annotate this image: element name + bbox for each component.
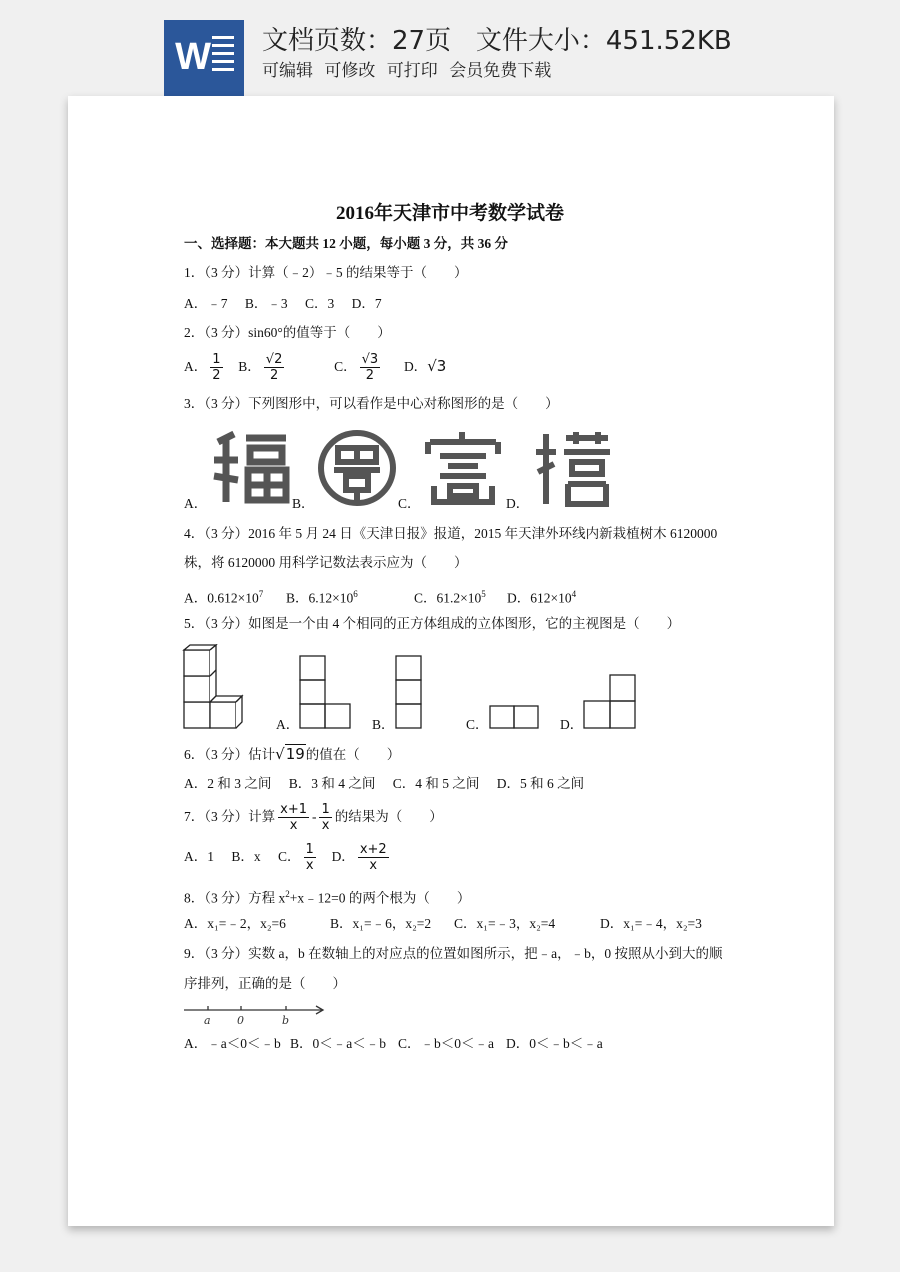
q1-option-d: D．7 [351,296,382,311]
question-2-options [184,352,446,383]
q9-option-a: A．﹣a＜0＜﹣b [184,1036,281,1051]
question-7-options [184,840,392,874]
question-7-stem: 7．（3 分）计算 $\frac{x+1}{x}$ - $\frac{1}{x}$ 的结果为（ ） [184,802,443,834]
q8-option-d: D．x₁=﹣4，x₂=3 [600,916,702,931]
word-document-icon [164,20,244,96]
seal-figure-a [210,430,290,506]
q1-option-a: A．﹣7 [184,296,228,311]
axis-label-0: 0 [237,1014,244,1026]
q2-option-d: D． [403,359,428,374]
cube-stack-figure [182,644,244,732]
number-line [182,1002,328,1026]
q4-option-d: D．$612\times 10^4$ [507,589,577,606]
question-4-stem-line1: 4．（3 分）2016 年 5 月 24 日《天津日报》报道，2015 年天津外环线内新栽植树木 6120000 [184,526,718,541]
q6-option-a: A．2 和 3 之间 [184,776,272,791]
word-letter: W [175,36,211,78]
q3-option-c: C． [398,496,421,511]
q2-d-value: √3 [427,357,447,375]
q9-option-c: C．﹣b＜0＜﹣a [398,1036,494,1051]
q5-option-c: C． [466,717,489,732]
question-9-stem-line1: 9．（3 分）实数 a，b 在数轴上的对应点的位置如图所示，把﹣a，﹣b，0 按照从小到大的顺 [184,946,723,961]
q4-option-c: C．$61.2\times 10^5$ [414,589,486,606]
header-banner [0,0,900,96]
q8-option-b: B．x₁=﹣6，x₂=2 [330,916,432,931]
q5-option-a: A． [276,717,300,732]
q6-option-c: C．4 和 5 之间 [392,776,480,791]
q2-b-fraction: $\frac{√2}{2}$ [265,352,283,384]
q4-option-a: A．$0.612\times 10^7$ [184,589,264,606]
seal-figure-b [316,428,398,508]
q9-option-b: B．0＜﹣a＜﹣b [290,1036,386,1051]
question-2-stem: 2．（3 分）sin60°的值等于（ ） [184,325,391,340]
sqrt-19: √19 [275,745,305,763]
q7-c-fraction: $\frac{1}{x}$ [305,842,314,874]
q2-c-fraction: $\frac{√3}{2}$ [361,352,379,384]
axis-label-a: a [204,1014,211,1026]
q8-option-a: A．x₁=﹣2，x₂=6 [184,916,286,931]
front-view-option-b [394,654,424,730]
q3-option-b: B． [292,496,315,511]
question-4-stem-line2: 株，将 6120000 用科学记数法表示应为（ ） [184,555,468,570]
section-heading: 一、选择题：本大题共 12 小题，每小题 3 分，共 36 分 [184,236,508,251]
q8-option-c: C．x₁=﹣3，x₂=4 [454,916,556,931]
q6-option-d: D．5 和 6 之间 [496,776,585,791]
question-1-options [184,294,396,314]
front-view-option-c [488,704,540,730]
q6-option-b: B．3 和 4 之间 [288,776,376,791]
front-view-option-d [582,673,638,731]
q7-fraction-1: $\frac{x+1}{x}$ [280,802,307,834]
question-6-stem: 6．（3 分）估计√19的值在（ ） [184,745,401,763]
q2-option-c: C． [334,359,357,374]
q2-a-fraction: $\frac{1}{2}$ [212,352,221,384]
q9-option-d: D．0＜﹣b＜﹣a [506,1036,603,1051]
q7-fraction-2: $\frac{1}{x}$ [321,802,330,834]
q7-option-a: A．1 [184,849,214,864]
q2-option-b: B． [238,359,261,374]
q1-option-c: C．3 [305,296,335,311]
question-8-stem: 8．（3 分）方程 $x^2+x﹣12=0$ 的两个根为（ ） [184,889,471,906]
front-view-option-a [298,654,352,730]
q3-option-a: A． [184,496,208,511]
q5-option-d: D． [560,717,584,732]
q7-option-c: C． [278,849,301,864]
question-1-stem: 1．（3 分）计算（﹣2）﹣5 的结果等于（ ） [184,265,468,280]
question-9-stem-line2: 序排列，正确的是（ ） [184,976,346,991]
q5-option-b: B． [372,717,395,732]
q7-d-fraction: $\frac{x+2}{x}$ [359,842,387,874]
q7-option-d: D． [331,849,355,864]
document-title: 2016年天津市中考数学试卷 [335,203,564,224]
q1-option-b: B．﹣3 [244,296,288,311]
q3-option-d: D． [506,496,530,511]
q2-option-a: A． [184,359,208,374]
seal-figure-d [532,428,612,508]
seal-figure-c [422,428,504,506]
question-6-options [184,774,598,794]
question-5-stem: 5．（3 分）如图是一个由 4 个相同的正方体组成的立体图形，它的主视图是（ ） [184,616,681,631]
q4-option-b: B．$6.12\times 10^6$ [286,589,358,606]
axis-label-b: b [282,1014,290,1026]
q7-option-b: B．x [231,849,261,864]
question-3-stem: 3．（3 分）下列图形中，可以看作是中心对称图形的是（ ） [184,396,559,411]
file-info-subtitle: 可编辑 可修改 可打印 会员免费下载 [262,61,552,81]
file-info-title: 文档页数：27页 文件大小：451.52KB [262,26,732,56]
